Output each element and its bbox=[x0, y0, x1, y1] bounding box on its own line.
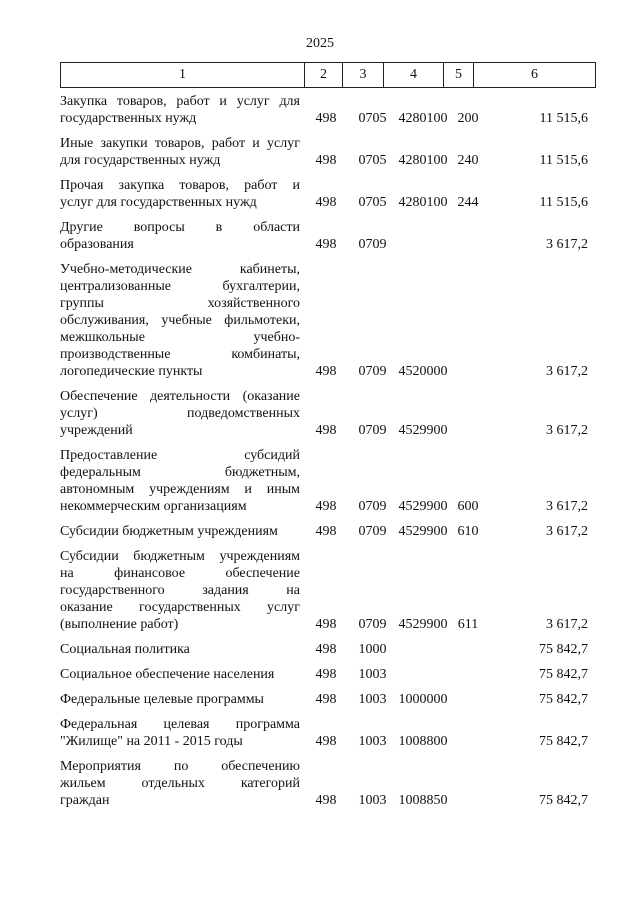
table-row bbox=[60, 641, 600, 658]
row-amount: 75 842,7 bbox=[539, 734, 588, 749]
row-amount: 75 842,7 bbox=[539, 793, 588, 808]
row-expense-type: 240 bbox=[457, 153, 479, 168]
row-section-code: 1003 bbox=[358, 793, 387, 808]
row-target-code: 4529900 bbox=[398, 423, 448, 438]
row-description bbox=[60, 641, 300, 658]
description-line: группы хозяйственного bbox=[60, 296, 300, 311]
row-target-code: 4520000 bbox=[398, 364, 448, 379]
description-line: федеральным бюджетным, bbox=[60, 465, 300, 480]
row-section-code: 0705 bbox=[358, 111, 387, 126]
row-amount: 75 842,7 bbox=[539, 692, 588, 707]
page-number: 2025 bbox=[306, 36, 334, 51]
row-section-code: 0709 bbox=[358, 617, 387, 632]
row-target-code: 1008800 bbox=[398, 734, 448, 749]
description-line: учреждений bbox=[60, 423, 133, 438]
row-amount: 3 617,2 bbox=[546, 617, 588, 632]
description-line: Предоставление субсидий bbox=[60, 448, 300, 463]
description-line: обслуживания, учебные фильмотеки, bbox=[60, 313, 300, 328]
row-target-code: 4280100 bbox=[398, 111, 448, 126]
row-description bbox=[60, 135, 300, 169]
row-admin-code: 498 bbox=[315, 793, 337, 808]
description-line: производственные комбинаты, bbox=[60, 347, 300, 362]
description-line: Другие вопросы в области bbox=[60, 220, 300, 235]
row-section-code: 0709 bbox=[358, 499, 387, 514]
row-amount: 75 842,7 bbox=[539, 642, 588, 657]
description-line: услуг) подведомственных bbox=[60, 406, 300, 421]
row-amount: 3 617,2 bbox=[546, 499, 588, 514]
description-line: централизованные бухгалтерии, bbox=[60, 279, 300, 294]
table-row bbox=[60, 93, 600, 127]
row-description bbox=[60, 219, 300, 253]
row-amount: 11 515,6 bbox=[539, 195, 588, 210]
description-line: некоммерческим организациям bbox=[60, 499, 247, 514]
description-line: жильем отдельных категорий bbox=[60, 776, 300, 791]
row-admin-code: 498 bbox=[315, 499, 337, 514]
header-col-2: 2 bbox=[305, 63, 343, 88]
row-expense-type: 244 bbox=[457, 195, 479, 210]
description-line: "Жилище" на 2011 - 2015 годы bbox=[60, 734, 243, 749]
table-row bbox=[60, 447, 600, 515]
description-line: Закупка товаров, работ и услуг для bbox=[60, 94, 300, 109]
row-target-code: 4280100 bbox=[398, 153, 448, 168]
description-line: граждан bbox=[60, 793, 110, 808]
row-admin-code: 498 bbox=[315, 237, 337, 252]
table-row bbox=[60, 691, 600, 708]
row-section-code: 0709 bbox=[358, 524, 387, 539]
description-line: Субсидии бюджетным учреждениям bbox=[60, 549, 300, 564]
row-admin-code: 498 bbox=[315, 617, 337, 632]
description-line: Обеспечение деятельности (оказание bbox=[60, 389, 300, 404]
row-section-code: 1003 bbox=[358, 692, 387, 707]
row-target-code: 4529900 bbox=[398, 499, 448, 514]
description-line: Социальная политика bbox=[60, 642, 190, 657]
description-line: государственного задания на bbox=[60, 583, 300, 598]
table-row bbox=[60, 758, 600, 809]
row-admin-code: 498 bbox=[315, 153, 337, 168]
description-line: государственных нужд bbox=[60, 111, 197, 126]
row-description bbox=[60, 691, 300, 708]
row-expense-type: 600 bbox=[457, 499, 479, 514]
header-col-4: 4 bbox=[384, 63, 444, 88]
row-description bbox=[60, 447, 300, 515]
row-section-code: 1000 bbox=[358, 642, 387, 657]
row-amount: 3 617,2 bbox=[546, 423, 588, 438]
row-description bbox=[60, 388, 300, 439]
table-row bbox=[60, 261, 600, 380]
table-row bbox=[60, 523, 600, 540]
row-section-code: 0709 bbox=[358, 364, 387, 379]
row-admin-code: 498 bbox=[315, 692, 337, 707]
row-description bbox=[60, 177, 300, 211]
header-col-3: 3 bbox=[343, 63, 384, 88]
row-amount: 11 515,6 bbox=[539, 111, 588, 126]
row-amount: 3 617,2 bbox=[546, 524, 588, 539]
row-section-code: 1003 bbox=[358, 734, 387, 749]
header-col-5: 5 bbox=[444, 63, 474, 88]
row-description bbox=[60, 261, 300, 380]
header-col-1: 1 bbox=[61, 63, 305, 88]
row-description bbox=[60, 716, 300, 750]
row-description bbox=[60, 666, 300, 683]
description-line: межшкольные учебно- bbox=[60, 330, 300, 345]
description-line: Федеральная целевая программа bbox=[60, 717, 300, 732]
row-amount: 11 515,6 bbox=[539, 153, 588, 168]
row-section-code: 0705 bbox=[358, 195, 387, 210]
description-line: автономным учреждениям и иным bbox=[60, 482, 300, 497]
row-section-code: 0709 bbox=[358, 237, 387, 252]
row-admin-code: 498 bbox=[315, 524, 337, 539]
table-body bbox=[60, 93, 600, 817]
row-section-code: 0709 bbox=[358, 423, 387, 438]
table-row bbox=[60, 135, 600, 169]
table-row bbox=[60, 219, 600, 253]
description-line: Учебно-методические кабинеты, bbox=[60, 262, 300, 277]
header-col-6: 6 bbox=[474, 63, 596, 88]
table-row bbox=[60, 548, 600, 633]
row-expense-type: 200 bbox=[457, 111, 479, 126]
description-line: Иные закупки товаров, работ и услуг bbox=[60, 136, 300, 151]
row-admin-code: 498 bbox=[315, 734, 337, 749]
row-admin-code: 498 bbox=[315, 364, 337, 379]
row-description bbox=[60, 523, 300, 540]
description-line: на финансовое обеспечение bbox=[60, 566, 300, 581]
row-admin-code: 498 bbox=[315, 642, 337, 657]
description-line: Мероприятия по обеспечению bbox=[60, 759, 300, 774]
description-line: логопедические пункты bbox=[60, 364, 203, 379]
row-target-code: 1008850 bbox=[398, 793, 448, 808]
row-target-code: 1000000 bbox=[398, 692, 448, 707]
description-line: услуг для государственных нужд bbox=[60, 195, 257, 210]
row-amount: 75 842,7 bbox=[539, 667, 588, 682]
row-expense-type: 610 bbox=[457, 524, 479, 539]
row-description bbox=[60, 93, 300, 127]
row-admin-code: 498 bbox=[315, 111, 337, 126]
description-line: для государственных нужд bbox=[60, 153, 221, 168]
description-line: Социальное обеспечение населения bbox=[60, 667, 275, 682]
row-description bbox=[60, 548, 300, 633]
description-line: (выполнение работ) bbox=[60, 617, 179, 632]
row-amount: 3 617,2 bbox=[546, 237, 588, 252]
row-expense-type: 611 bbox=[457, 617, 479, 632]
description-line: образования bbox=[60, 237, 134, 252]
row-target-code: 4529900 bbox=[398, 524, 448, 539]
row-amount: 3 617,2 bbox=[546, 364, 588, 379]
table-header bbox=[60, 62, 596, 88]
row-section-code: 0705 bbox=[358, 153, 387, 168]
row-description bbox=[60, 758, 300, 809]
description-line: Федеральные целевые программы bbox=[60, 692, 264, 707]
description-line: оказание государственных услуг bbox=[60, 600, 300, 615]
row-target-code: 4529900 bbox=[398, 617, 448, 632]
description-line: Субсидии бюджетным учреждениям bbox=[60, 524, 278, 539]
row-admin-code: 498 bbox=[315, 195, 337, 210]
description-line: Прочая закупка товаров, работ и bbox=[60, 178, 300, 193]
row-section-code: 1003 bbox=[358, 667, 387, 682]
table-row bbox=[60, 177, 600, 211]
table-row bbox=[60, 388, 600, 439]
table-row bbox=[60, 666, 600, 683]
table-row bbox=[60, 716, 600, 750]
row-admin-code: 498 bbox=[315, 667, 337, 682]
row-target-code: 4280100 bbox=[398, 195, 448, 210]
row-admin-code: 498 bbox=[315, 423, 337, 438]
